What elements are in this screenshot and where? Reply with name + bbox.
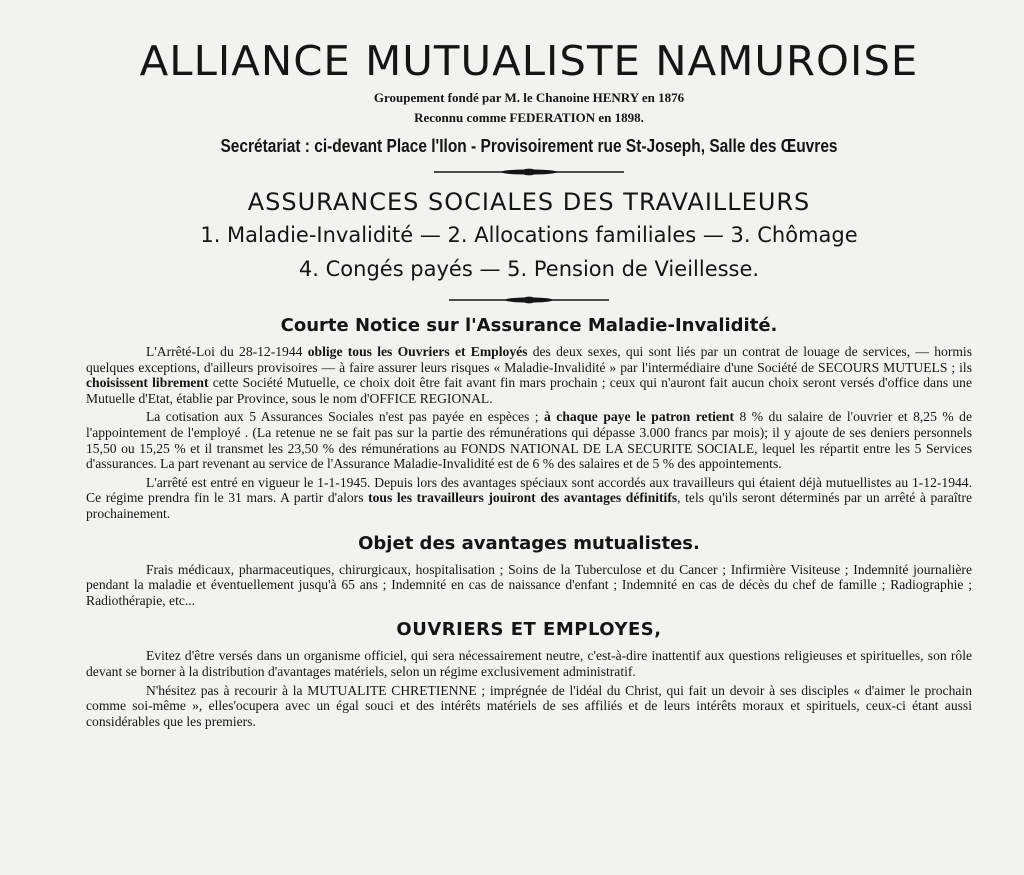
text-span: La cotisation aux 5 Assurances Sociales n'est pas payée en espèces ; (146, 409, 545, 425)
ornamental-divider (86, 168, 972, 176)
benefits-paragraph: Frais médicaux, pharmaceutiques, chirurgicaux, hospitalisation ; Soins de la Tuberculose et du Cancer ; Infirmière Visiteuse ; Indemnité journalière pendant la maladie et éventuellement jusqu'à 65 ans ; Indemnité en cas de naissance d'enfant ; Indemnité en cas de décès du chef de famille ; Radiographie ; Radiothérapie, etc... (86, 561, 972, 608)
benefits-title: Objet des avantages mutualistes. (358, 532, 700, 554)
bold-text: à chaque paye le patron retient (544, 409, 735, 425)
insurance-heading: ASSURANCES SOCIALES DES TRAVAILLEURS (247, 188, 811, 216)
founded-line: Groupement fondé par M. le Chanoine HENRY en 1876 (373, 90, 685, 105)
bold-text: choisissent librement (86, 375, 209, 391)
main-title: ALLIANCE MUTUALISTE NAMUROISE (139, 37, 919, 85)
insurance-list-line-2: 4. Congés payés — 5. Pension de Vieillesse. (298, 257, 760, 281)
text-span: L'Arrêté-Loi du 28-12-1944 (146, 344, 308, 359)
text-span: cette Société Mutuelle, ce choix doit être fait avant fin mars prochain ; ceux qui n'auront fait aucun choix seront versés d'office dans une Mutuelle d'Etat, établie par Province, sous le nom d'OFFICE REGIONAL. (86, 375, 972, 406)
notice-paragraph-3 (86, 475, 972, 522)
workers-paragraph-2: N'hésitez pas à recourir à la MUTUALITE CHRETIENNE ; imprégnée de l'idéal du Christ, qui fait un devoir à ses disciples « d'aimer le prochain comme soi-même », elles'ocupera avec un égal souci et des intérêts matériels de ses affiliés et de leurs intérêts moraux et spirituels, ceux-ci étant aussi considérables que les premiers. (86, 682, 972, 729)
text-span: , tels qu'ils seront déterminés par un arrêté à paraître prochainement. (86, 490, 972, 521)
notice-paragraph-2 (86, 409, 972, 471)
secretariat-line: Secrétariat : ci-devant Place l'Ilon - Provisoirement rue St-Joseph, Salle des Œuvres (220, 136, 838, 156)
text-span: 8 % du salaire de l'ouvrier et 8,25 % de l'appointement de l'employé . (La retenue ne se fait pas sur la partie des rémunérations qui dépasse 3.000 francs par mois); il y ajoute de ses deniers personnels 15,50 ou 15,25 % et il transmet les 23,50 % des rémunérations au FONDS NATIONAL DE LA SECURITE SOCIALE, lequel les répartit entre les 5 Services d'assurances. La part revenant au service de l'Assurance Maladie-Invalidité est de 6 % des salaires et de 5 % des appointements. (86, 409, 972, 472)
notice-title: Courte Notice sur l'Assurance Maladie-Invalidité. (280, 315, 778, 336)
recognized-line: Reconnu comme FEDERATION en 1898. (414, 110, 644, 125)
bold-text: oblige tous les Ouvriers et Employés (307, 344, 528, 359)
notice-paragraph-1 (86, 344, 972, 406)
ornamental-divider (86, 296, 972, 304)
workers-paragraph-1: Evitez d'être versés dans un organisme officiel, qui sera nécessairement neutre, c'est-à-dire inattentif aux questions religieuses et spirituelles, son rôle devant se borner à la distribution d'avantages matériels, selon un régime exclusivement administratif. (86, 648, 972, 679)
insurance-list-line-1: 1. Maladie-Invalidité — 2. Allocations familiales — 3. Chômage (200, 223, 858, 247)
text-span: des deux sexes, qui sont liés par un contrat de louage de services, — hormis quelques exceptions, d'ailleurs provisoires — à faire assurer leurs risques « Maladie-Invalidité » par l'intermédiaire d'une Société de SECOURS MUTUELS ; ils (86, 344, 972, 375)
workers-title: OUVRIERS ET EMPLOYES, (396, 619, 662, 641)
bold-text: tous les travailleurs jouiront des avantages définitifs (368, 490, 678, 506)
text-span: L'arrêté est entré en vigueur le 1-1-1945. Depuis lors des avantages spéciaux sont accordés aux travailleurs qui étaient déjà mutuellistes au 1-12-1944. Ce régime prendra fin le 31 mars. A partir d'alors (86, 474, 972, 506)
